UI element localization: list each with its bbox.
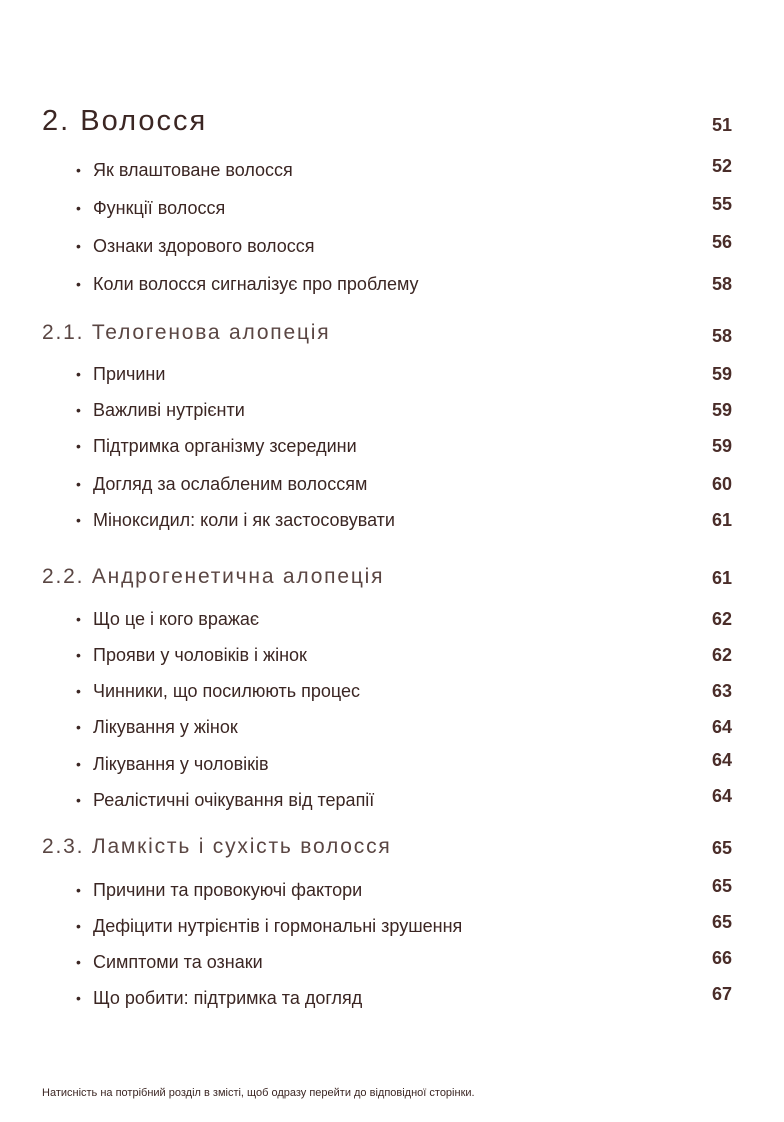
toc-item[interactable] [0,717,784,747]
toc-page-number: 55 [711,194,732,214]
toc-page-number: 64 [711,717,732,737]
toc-item-label: Міноксидил: коли і як застосовувати [93,510,395,530]
toc-page-number: 61 [711,568,732,588]
toc-item[interactable] [0,232,784,266]
toc-item[interactable] [0,750,784,784]
toc-item-label: Догляд за ослабленим волоссям [93,474,368,494]
toc-section-label: 2.1. Телогенова алопеція [42,321,331,344]
bullet-icon: • [76,366,81,382]
toc-section-label: 2.3. Ламкість і сухість волосся [42,835,392,858]
bullet-icon: • [76,402,81,418]
toc-item-label: Важливі нутрієнти [93,400,245,420]
toc-section-heading[interactable] [0,835,784,865]
toc-item-label: Ознаки здорового волосся [93,236,315,256]
toc-page-number: 62 [711,609,732,629]
bullet-icon: • [76,647,81,663]
toc-item-label: Лікування у жінок [93,717,238,737]
bullet-icon: • [76,756,81,772]
toc-item-label: Причини та провокуючі фактори [93,880,363,900]
toc-page-number: 67 [711,984,732,1004]
toc-item[interactable] [0,984,784,1018]
bullet-icon: • [76,719,81,735]
toc-page-number: 59 [711,364,732,384]
bullet-icon: • [76,276,81,292]
bullet-icon: • [76,882,81,898]
toc-item-label: Лікування у чоловіків [93,754,269,774]
toc-item[interactable] [0,645,784,675]
toc-item-label: Підтримка організму зсередини [93,436,357,456]
toc-page-number: 52 [711,156,732,176]
toc-chapter-heading[interactable] [0,105,784,135]
bullet-icon: • [76,238,81,254]
toc-item-label: Прояви у чоловіків і жінок [93,645,307,665]
toc-page-number: 65 [711,876,732,896]
toc-item-label: Причини [93,364,166,384]
toc-item-label: Симптоми та ознаки [93,952,263,972]
toc-item[interactable] [0,876,784,910]
toc-page-number: 63 [711,681,732,701]
toc-item[interactable] [0,609,784,639]
bullet-icon: • [76,683,81,699]
toc-page-number: 51 [711,115,732,135]
toc-page-number: 58 [711,274,732,294]
toc-page-number: 59 [711,436,732,456]
toc-section-heading[interactable] [0,321,784,351]
toc-item[interactable] [0,681,784,711]
toc-item[interactable] [0,474,784,504]
toc-page-number: 56 [711,232,732,252]
bullet-icon: • [76,438,81,454]
toc-page-number: 60 [711,474,732,494]
toc-page-number: 59 [711,400,732,420]
toc-section-heading[interactable] [0,565,784,595]
toc-item-label: Реалістичні очікування від терапії [93,790,375,810]
toc-chapter-label: 2. Волосся [42,105,208,137]
toc-item[interactable] [0,400,784,430]
bullet-icon: • [76,954,81,970]
toc-page-number: 61 [711,510,732,530]
toc-item-label: Чинники, що посилюють процес [93,681,360,701]
toc-page-number: 64 [711,750,732,770]
toc-item-label: Що це і кого вражає [93,609,260,629]
bullet-icon: • [76,918,81,934]
bullet-icon: • [76,792,81,808]
bullet-icon: • [76,512,81,528]
toc-page-number: 58 [711,326,732,346]
toc-item-label: Функції волосся [93,198,226,218]
toc-item-label: Коли волосся сигналізує про проблему [93,274,419,294]
toc-item[interactable] [0,364,784,394]
toc-page-number: 62 [711,645,732,665]
bullet-icon: • [76,990,81,1006]
toc-item[interactable] [0,510,784,540]
toc-item[interactable] [0,274,784,304]
bullet-icon: • [76,476,81,492]
toc-item[interactable] [0,912,784,946]
toc-page-number: 64 [711,786,732,806]
toc-page-number: 65 [711,838,732,858]
toc-page-number: 65 [711,912,732,932]
toc-item[interactable] [0,194,784,228]
toc-item-label: Як влаштоване волосся [93,160,293,180]
toc-item-label: Що робити: підтримка та догляд [93,988,363,1008]
navigation-hint: Натисність на потрібний розділ в змісті, щоб одразу перейти до відповідної сторінки. [42,1087,475,1099]
toc-item[interactable] [0,156,784,190]
toc-page-number: 66 [711,948,732,968]
toc-item[interactable] [0,786,784,820]
toc-section-label: 2.2. Андрогенетична алопеція [42,565,385,588]
toc-item[interactable] [0,436,784,466]
toc-item-label: Дефіцити нутрієнтів і гормональні зрушення [93,916,463,936]
bullet-icon: • [76,200,81,216]
toc-item[interactable] [0,948,784,982]
bullet-icon: • [76,611,81,627]
bullet-icon: • [76,162,81,178]
